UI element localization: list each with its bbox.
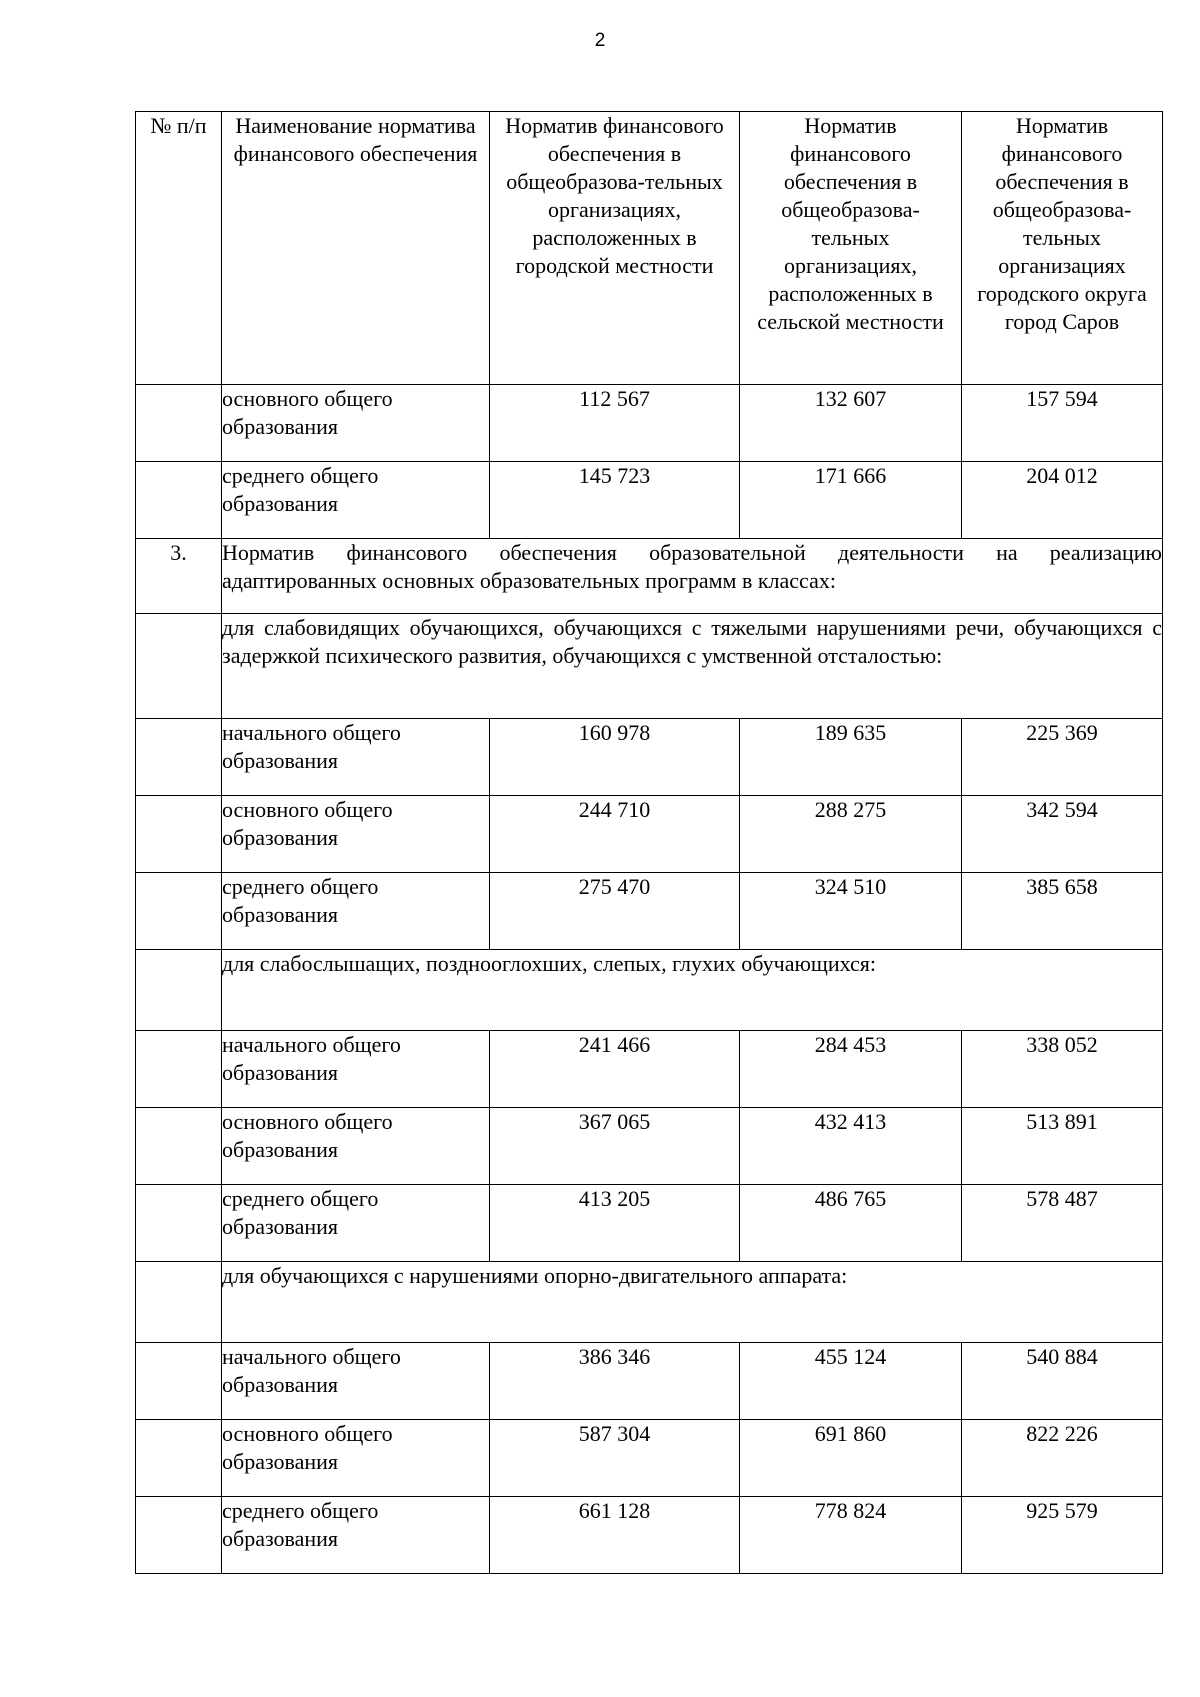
section-number: 3. [136, 539, 222, 614]
header-urban: Норматив финансового обеспечения в общеобразова-тельных организациях, расположенных в городской местности [490, 112, 740, 385]
group-title: для обучающихся с нарушениями опорно-двигательного аппарата: [222, 1262, 1163, 1343]
urban-value: 112 567 [490, 385, 740, 462]
urban-value: 244 710 [490, 796, 740, 873]
urban-value: 413 205 [490, 1185, 740, 1262]
rural-value: 778 824 [740, 1497, 962, 1574]
number-cell [136, 385, 222, 462]
sarov-value: 338 052 [962, 1031, 1163, 1108]
financing-norms-table [135, 111, 1163, 1574]
number-cell [136, 462, 222, 539]
urban-value: 160 978 [490, 719, 740, 796]
number-cell [136, 873, 222, 950]
sarov-value: 385 658 [962, 873, 1163, 950]
urban-value: 145 723 [490, 462, 740, 539]
sarov-value: 822 226 [962, 1420, 1163, 1497]
sarov-value: 540 884 [962, 1343, 1163, 1420]
number-cell [136, 719, 222, 796]
sarov-value: 578 487 [962, 1185, 1163, 1262]
rural-value: 132 607 [740, 385, 962, 462]
urban-value: 275 470 [490, 873, 740, 950]
group-heading-row [136, 950, 1163, 1031]
name-cell: начального общего образования [222, 1031, 490, 1108]
rural-value: 171 666 [740, 462, 962, 539]
page-number: 2 [594, 30, 606, 51]
sarov-value: 513 891 [962, 1108, 1163, 1185]
urban-value: 386 346 [490, 1343, 740, 1420]
header-rural: Норматив финансового обеспечения в общеобразова-тельных организациях, расположенных в сельской местности [740, 112, 962, 385]
section-heading-row [136, 539, 1163, 614]
table-row [136, 462, 1163, 539]
group-heading-row [136, 614, 1163, 719]
name-cell: начального общего образования [222, 719, 490, 796]
table-row [136, 1420, 1163, 1497]
name-cell: среднего общего образования [222, 1185, 490, 1262]
name-cell: основного общего образования [222, 796, 490, 873]
name-cell: среднего общего образования [222, 462, 490, 539]
number-cell [136, 796, 222, 873]
table-row [136, 1185, 1163, 1262]
table-row [136, 796, 1163, 873]
sarov-value: 925 579 [962, 1497, 1163, 1574]
number-cell [136, 1108, 222, 1185]
group-title: для слабовидящих обучающихся, обучающихся с тяжелыми нарушениями речи, обучающихся с задержкой психического развития, обучающихся с умственной отсталостью: [222, 614, 1163, 719]
table-header-row [136, 112, 1163, 385]
sarov-value: 225 369 [962, 719, 1163, 796]
header-number: № п/п [136, 112, 222, 385]
urban-value: 587 304 [490, 1420, 740, 1497]
sarov-value: 204 012 [962, 462, 1163, 539]
urban-value: 367 065 [490, 1108, 740, 1185]
rural-value: 455 124 [740, 1343, 962, 1420]
rural-value: 288 275 [740, 796, 962, 873]
number-cell [136, 1343, 222, 1420]
table-row [136, 1343, 1163, 1420]
header-sarov: Норматив финансового обеспечения в общеобразова-тельных организациях городского округа город Саров [962, 112, 1163, 385]
sarov-value: 342 594 [962, 796, 1163, 873]
group-title: для слабослышащих, позднооглохших, слепых, глухих обучающихся: [222, 950, 1163, 1031]
number-cell [136, 1185, 222, 1262]
number-cell [136, 1031, 222, 1108]
rural-value: 324 510 [740, 873, 962, 950]
table-row [136, 1031, 1163, 1108]
name-cell: начального общего образования [222, 1343, 490, 1420]
name-cell: основного общего образования [222, 385, 490, 462]
rural-value: 432 413 [740, 1108, 962, 1185]
number-cell [136, 950, 222, 1031]
group-heading-row [136, 1262, 1163, 1343]
table-row [136, 719, 1163, 796]
number-cell [136, 1262, 222, 1343]
name-cell: основного общего образования [222, 1420, 490, 1497]
name-cell: среднего общего образования [222, 873, 490, 950]
rural-value: 486 765 [740, 1185, 962, 1262]
section-title: Норматив финансового обеспечения образовательной деятельности на реализацию адаптированных основных образовательных программ в классах: [222, 539, 1163, 614]
number-cell [136, 1497, 222, 1574]
urban-value: 241 466 [490, 1031, 740, 1108]
table-row [136, 1497, 1163, 1574]
table-row [136, 1108, 1163, 1185]
header-name: Наименование норматива финансового обеспечения [222, 112, 490, 385]
table-row [136, 873, 1163, 950]
table-row [136, 385, 1163, 462]
rural-value: 691 860 [740, 1420, 962, 1497]
rural-value: 189 635 [740, 719, 962, 796]
name-cell: основного общего образования [222, 1108, 490, 1185]
number-cell [136, 614, 222, 719]
name-cell: среднего общего образования [222, 1497, 490, 1574]
number-cell [136, 1420, 222, 1497]
sarov-value: 157 594 [962, 385, 1163, 462]
urban-value: 661 128 [490, 1497, 740, 1574]
rural-value: 284 453 [740, 1031, 962, 1108]
